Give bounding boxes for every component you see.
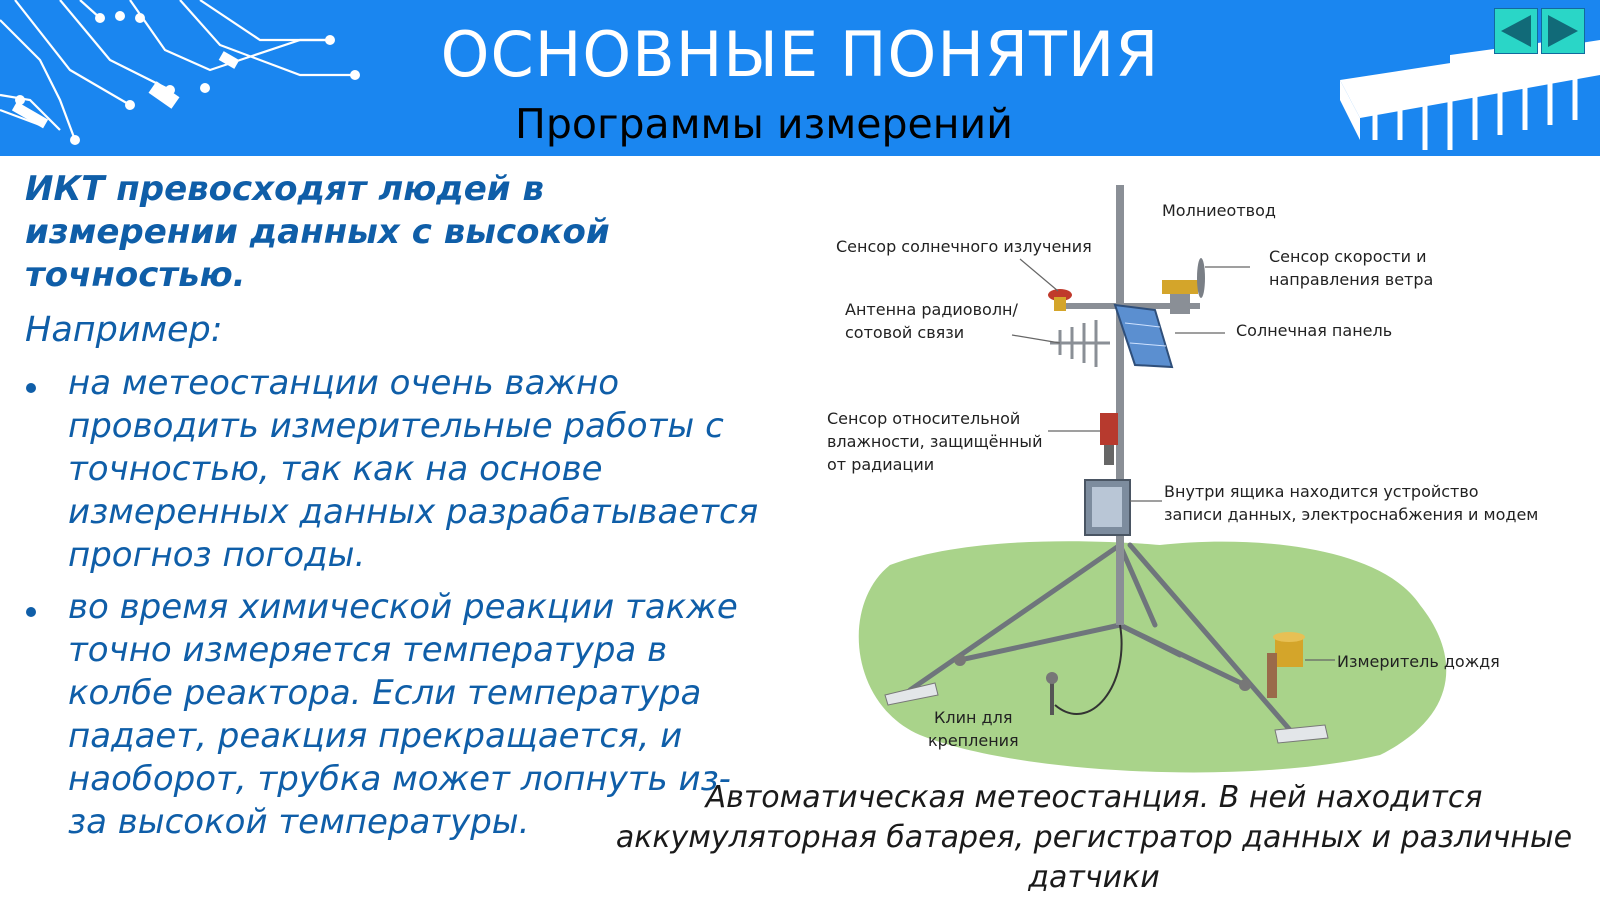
solar-sensor-label: Сенсор солнечного излучения [836, 237, 1092, 256]
mast [1116, 185, 1124, 625]
data-logger-box [1085, 480, 1130, 535]
bullet-item: на метеостанции очень важно проводить измерительные работы с точностью, так как на основе измеренных данных разрабатывается прогноз погоды. [68, 363, 759, 575]
anchor-label: Клин для [934, 708, 1013, 727]
lead-statement: ИКТ превосходят людей в измерении данных с высокой точностью. [25, 169, 610, 295]
bullet-dot-icon [24, 381, 38, 395]
humidity-sensor-label: от радиации [827, 455, 935, 474]
previous-slide-button[interactable] [1494, 8, 1538, 54]
diagram-caption: Автоматическая метеостанция. В ней находится аккумуляторная батарея, регистратор данных и различные датчики [615, 780, 1573, 895]
antenna-label: Антенна радиоволн/ [845, 300, 1018, 319]
antenna [1050, 320, 1110, 367]
humidity-sensor [1100, 413, 1118, 465]
wind-sensor-label: Сенсор скорости и [1269, 247, 1427, 266]
bullet-dot-icon [24, 605, 38, 619]
bullet-item: во время химической реакции также точно измеряется температура в колбе реактора. Если температура падает, реакция прекращается, и наоборот, трубка может лопнуть из-за высокой температуры. [68, 587, 738, 842]
humidity-sensor-label: влажности, защищённый [827, 432, 1043, 451]
next-slide-button[interactable] [1541, 8, 1585, 54]
anchor-label: крепления [928, 731, 1019, 750]
slide-title: ОСНОВНЫЕ ПОНЯТИЯ [440, 18, 1160, 91]
rain-gauge-label: Измеритель дождя [1337, 652, 1500, 671]
weather-station-diagram [820, 175, 1590, 780]
arrow-right-icon [1542, 9, 1584, 53]
lightning-rod-label: Молниеотвод [1162, 201, 1276, 220]
slide-subtitle: Программы измерений [515, 100, 1013, 148]
humidity-sensor-label: Сенсор относительной [827, 409, 1021, 428]
arrow-left-icon [1495, 9, 1537, 53]
solar-panel-label: Солнечная панель [1236, 321, 1393, 340]
antenna-label: сотовой связи [845, 323, 965, 342]
slide-header [0, 0, 1600, 156]
example-label: Например: [25, 310, 223, 350]
box-label: записи данных, электроснабжения и модем [1164, 505, 1539, 524]
wind-sensor-label: направления ветра [1269, 270, 1434, 289]
box-label: Внутри ящика находится устройство [1164, 482, 1479, 501]
